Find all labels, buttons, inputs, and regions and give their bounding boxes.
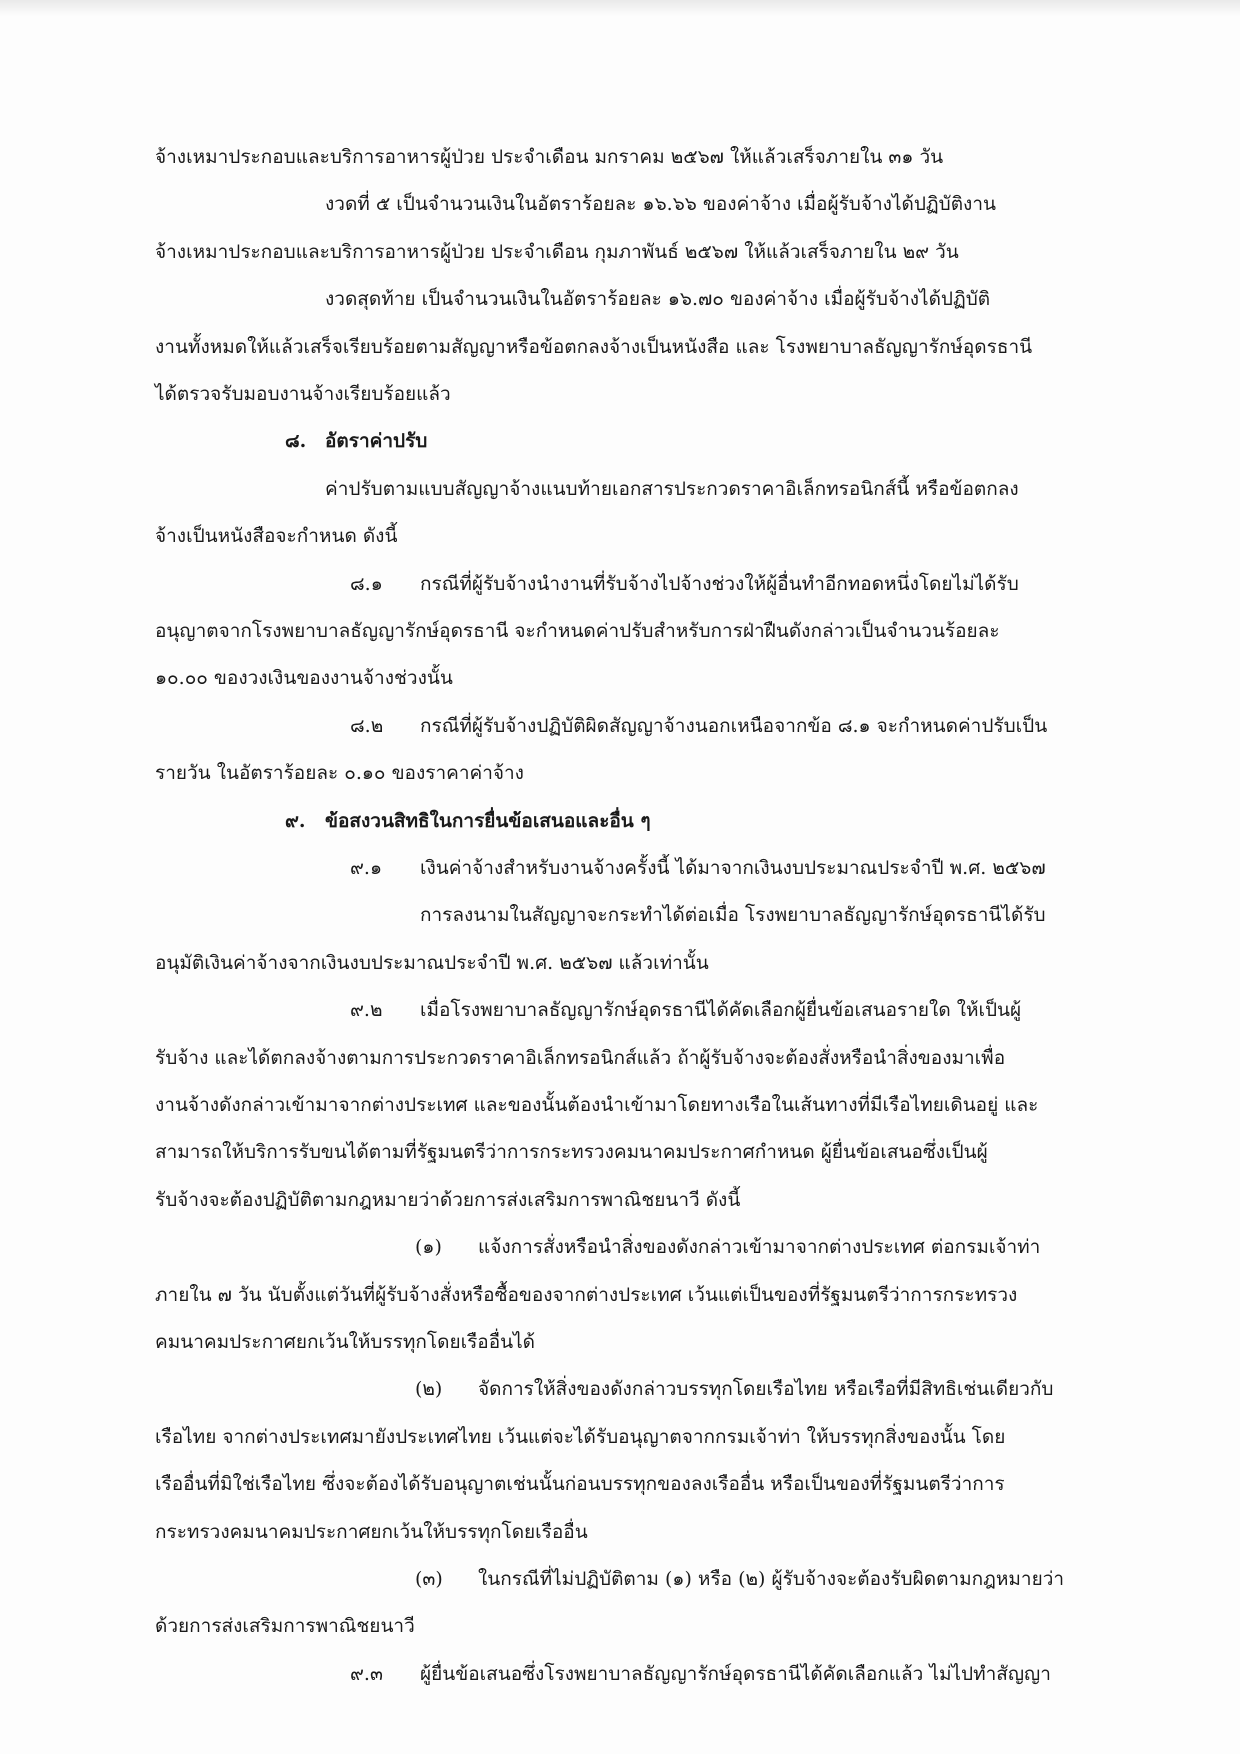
text-line: คมนาคมประกาศยกเว้นให้บรรทุกโดยเรืออื่นได้ xyxy=(155,1331,535,1353)
text-line: เรือไทย จากต่างประเทศมายังประเทศไทย เว้นแต่จะได้รับอนุญาตจากกรมเจ้าท่า ให้บรรทุกสิ่งของนั้น โดย xyxy=(155,1425,1006,1448)
text-line: จัดการให้สิ่งของดังกล่าวบรรทุกโดยเรือไทย หรือเรือที่มีสิทธิเช่นเดียวกับ xyxy=(478,1378,1054,1401)
text-line: ด้วยการส่งเสริมการพาณิชยนาวี xyxy=(155,1615,415,1638)
text-line: งานทั้งหมดให้แล้วเสร็จเรียบร้อยตามสัญญาหรือข้อตกลงจ้างเป็นหนังสือ และ โรงพยาบาลธัญญารักษ์อุดรธานี xyxy=(155,335,1033,358)
text-line: รายวัน ในอัตราร้อยละ ๐.๑๐ ของราคาค่าจ้าง xyxy=(155,762,524,785)
text-line: รับจ้างจะต้องปฏิบัติตามกฎหมายว่าด้วยการส่งเสริมการพาณิชยนาวี ดังนี้ xyxy=(155,1188,741,1211)
text-line: จ้างเหมาประกอบและบริการอาหารผู้ป่วย ประจำเดือน กุมภาพันธ์ ๒๕๖๗ ให้แล้วเสร็จภายใน ๒๙ วัน xyxy=(155,240,959,263)
text-line: ๑๐.๐๐ ของวงเงินของงานจ้างช่วงนั้น xyxy=(155,667,453,690)
text-line: กระทรวงคมนาคมประกาศยกเว้นให้บรรทุกโดยเรืออื่น xyxy=(155,1520,588,1543)
text-line: ในกรณีที่ไม่ปฏิบัติตาม (๑) หรือ (๒) ผู้รับจ้างจะต้องรับผิดตามกฎหมายว่า xyxy=(478,1568,1065,1590)
text-line: งานจ้างดังกล่าวเข้ามาจากต่างประเทศ และของนั้นต้องนำเข้ามาโดยทางเรือในเส้นทางที่มีเรือไทยเดินอยู่ และ xyxy=(155,1094,1039,1116)
item-number: ๙.๓ xyxy=(350,1662,383,1685)
text-line: งวดที่ ๕ เป็นจำนวนเงินในอัตราร้อยละ ๑๖.๖๖ ของค่าจ้าง เมื่อผู้รับจ้างได้ปฏิบัติงาน xyxy=(325,193,996,216)
text-line: งวดสุดท้าย เป็นจำนวนเงินในอัตราร้อยละ ๑๖.๗๐ ของค่าจ้าง เมื่อผู้รับจ้างได้ปฏิบัติ xyxy=(325,288,991,311)
scan-edge xyxy=(0,0,1240,16)
text-line: เมื่อโรงพยาบาลธัญญารักษ์อุดรธานีได้คัดเลือกผู้ยื่นข้อเสนอรายใด ให้เป็นผู้ xyxy=(420,999,1022,1022)
text-line: กรณีที่ผู้รับจ้างนำงานที่รับจ้างไปจ้างช่วงให้ผู้อื่นทำอีกทอดหนึ่งโดยไม่ได้รับ xyxy=(420,572,1019,595)
item-number: ๙.๒ xyxy=(350,999,383,1022)
text-line: ผู้ยื่นข้อเสนอซึ่งโรงพยาบาลธัญญารักษ์อุดรธานีได้คัดเลือกแล้ว ไม่ไปทำสัญญา xyxy=(420,1662,1051,1685)
text-line: ภายใน ๗ วัน นับตั้งแต่วันที่ผู้รับจ้างสั่งหรือซื้อของจากต่างประเทศ เว้นแต่เป็นของที่รัฐมนตรีว่าการกระทรวง xyxy=(155,1283,1018,1306)
text-line: กรณีที่ผู้รับจ้างปฏิบัติผิดสัญญาจ้างนอกเหนือจากข้อ ๘.๑ จะกำหนดค่าปรับเป็น xyxy=(420,714,1048,737)
text-line: แจ้งการสั่งหรือนำสิ่งของดังกล่าวเข้ามาจากต่างประเทศ ต่อกรมเจ้าท่า xyxy=(478,1236,1041,1259)
text-line: ได้ตรวจรับมอบงานจ้างเรียบร้อยแล้ว xyxy=(155,383,451,405)
text-line: เงินค่าจ้างสำหรับงานจ้างครั้งนี้ ได้มาจากเงินงบประมาณประจำปี พ.ศ. ๒๕๖๗ xyxy=(420,857,1046,879)
item-number: ๘.๑ xyxy=(350,572,383,595)
sub-item-number: (๒) xyxy=(415,1378,443,1401)
text-line: สามารถให้บริการรับขนได้ตามที่รัฐมนตรีว่าการกระทรวงคมนาคมประกาศกำหนด ผู้ยื่นข้อเสนอซึ่งเป็นผู้ xyxy=(155,1141,988,1164)
text-line: การลงนามในสัญญาจะกระทำได้ต่อเมื่อ โรงพยาบาลธัญญารักษ์อุดรธานีได้รับ xyxy=(420,904,1046,927)
section-number: ๘. xyxy=(285,430,307,453)
section-heading: ข้อสงวนสิทธิในการยื่นข้อเสนอและอื่น ๆ xyxy=(325,809,651,832)
text-line: จ้างเป็นหนังสือจะกำหนด ดังนี้ xyxy=(155,525,398,548)
text-line: เรืออื่นที่มิใช่เรือไทย ซึ่งจะต้องได้รับอนุญาตเช่นนั้นก่อนบรรทุกของลงเรืออื่น หรือเป็นของที่รัฐมนตรีว่าการ xyxy=(155,1473,1005,1496)
text-line: ค่าปรับตามแบบสัญญาจ้างแนบท้ายเอกสารประกวดราคาอิเล็กทรอนิกส์นี้ หรือข้อตกลง xyxy=(325,477,1019,500)
text-line: อนุมัติเงินค่าจ้างจากเงินงบประมาณประจำปี พ.ศ. ๒๕๖๗ แล้วเท่านั้น xyxy=(155,951,709,974)
section-number: ๙. xyxy=(285,809,306,832)
text-line: อนุญาตจากโรงพยาบาลธัญญารักษ์อุดรธานี จะกำหนดค่าปรับสำหรับการฝ่าฝืนดังกล่าวเป็นจำนวนร้อยละ xyxy=(155,620,1000,642)
sub-item-number: (๓) xyxy=(415,1568,443,1590)
item-number: ๙.๑ xyxy=(350,857,383,879)
item-number: ๘.๒ xyxy=(350,714,384,737)
text-line: จ้างเหมาประกอบและบริการอาหารผู้ป่วย ประจำเดือน มกราคม ๒๕๖๗ ให้แล้วเสร็จภายใน ๓๑ วัน xyxy=(155,146,944,168)
sub-item-number: (๑) xyxy=(415,1236,442,1259)
text-line: รับจ้าง และได้ตกลงจ้างตามการประกวดราคาอิเล็กทรอนิกส์แล้ว ถ้าผู้รับจ้างจะต้องสั่งหรือนำสิ่งของมาเพื่อ xyxy=(155,1046,1006,1069)
section-heading: อัตราค่าปรับ xyxy=(325,430,428,453)
